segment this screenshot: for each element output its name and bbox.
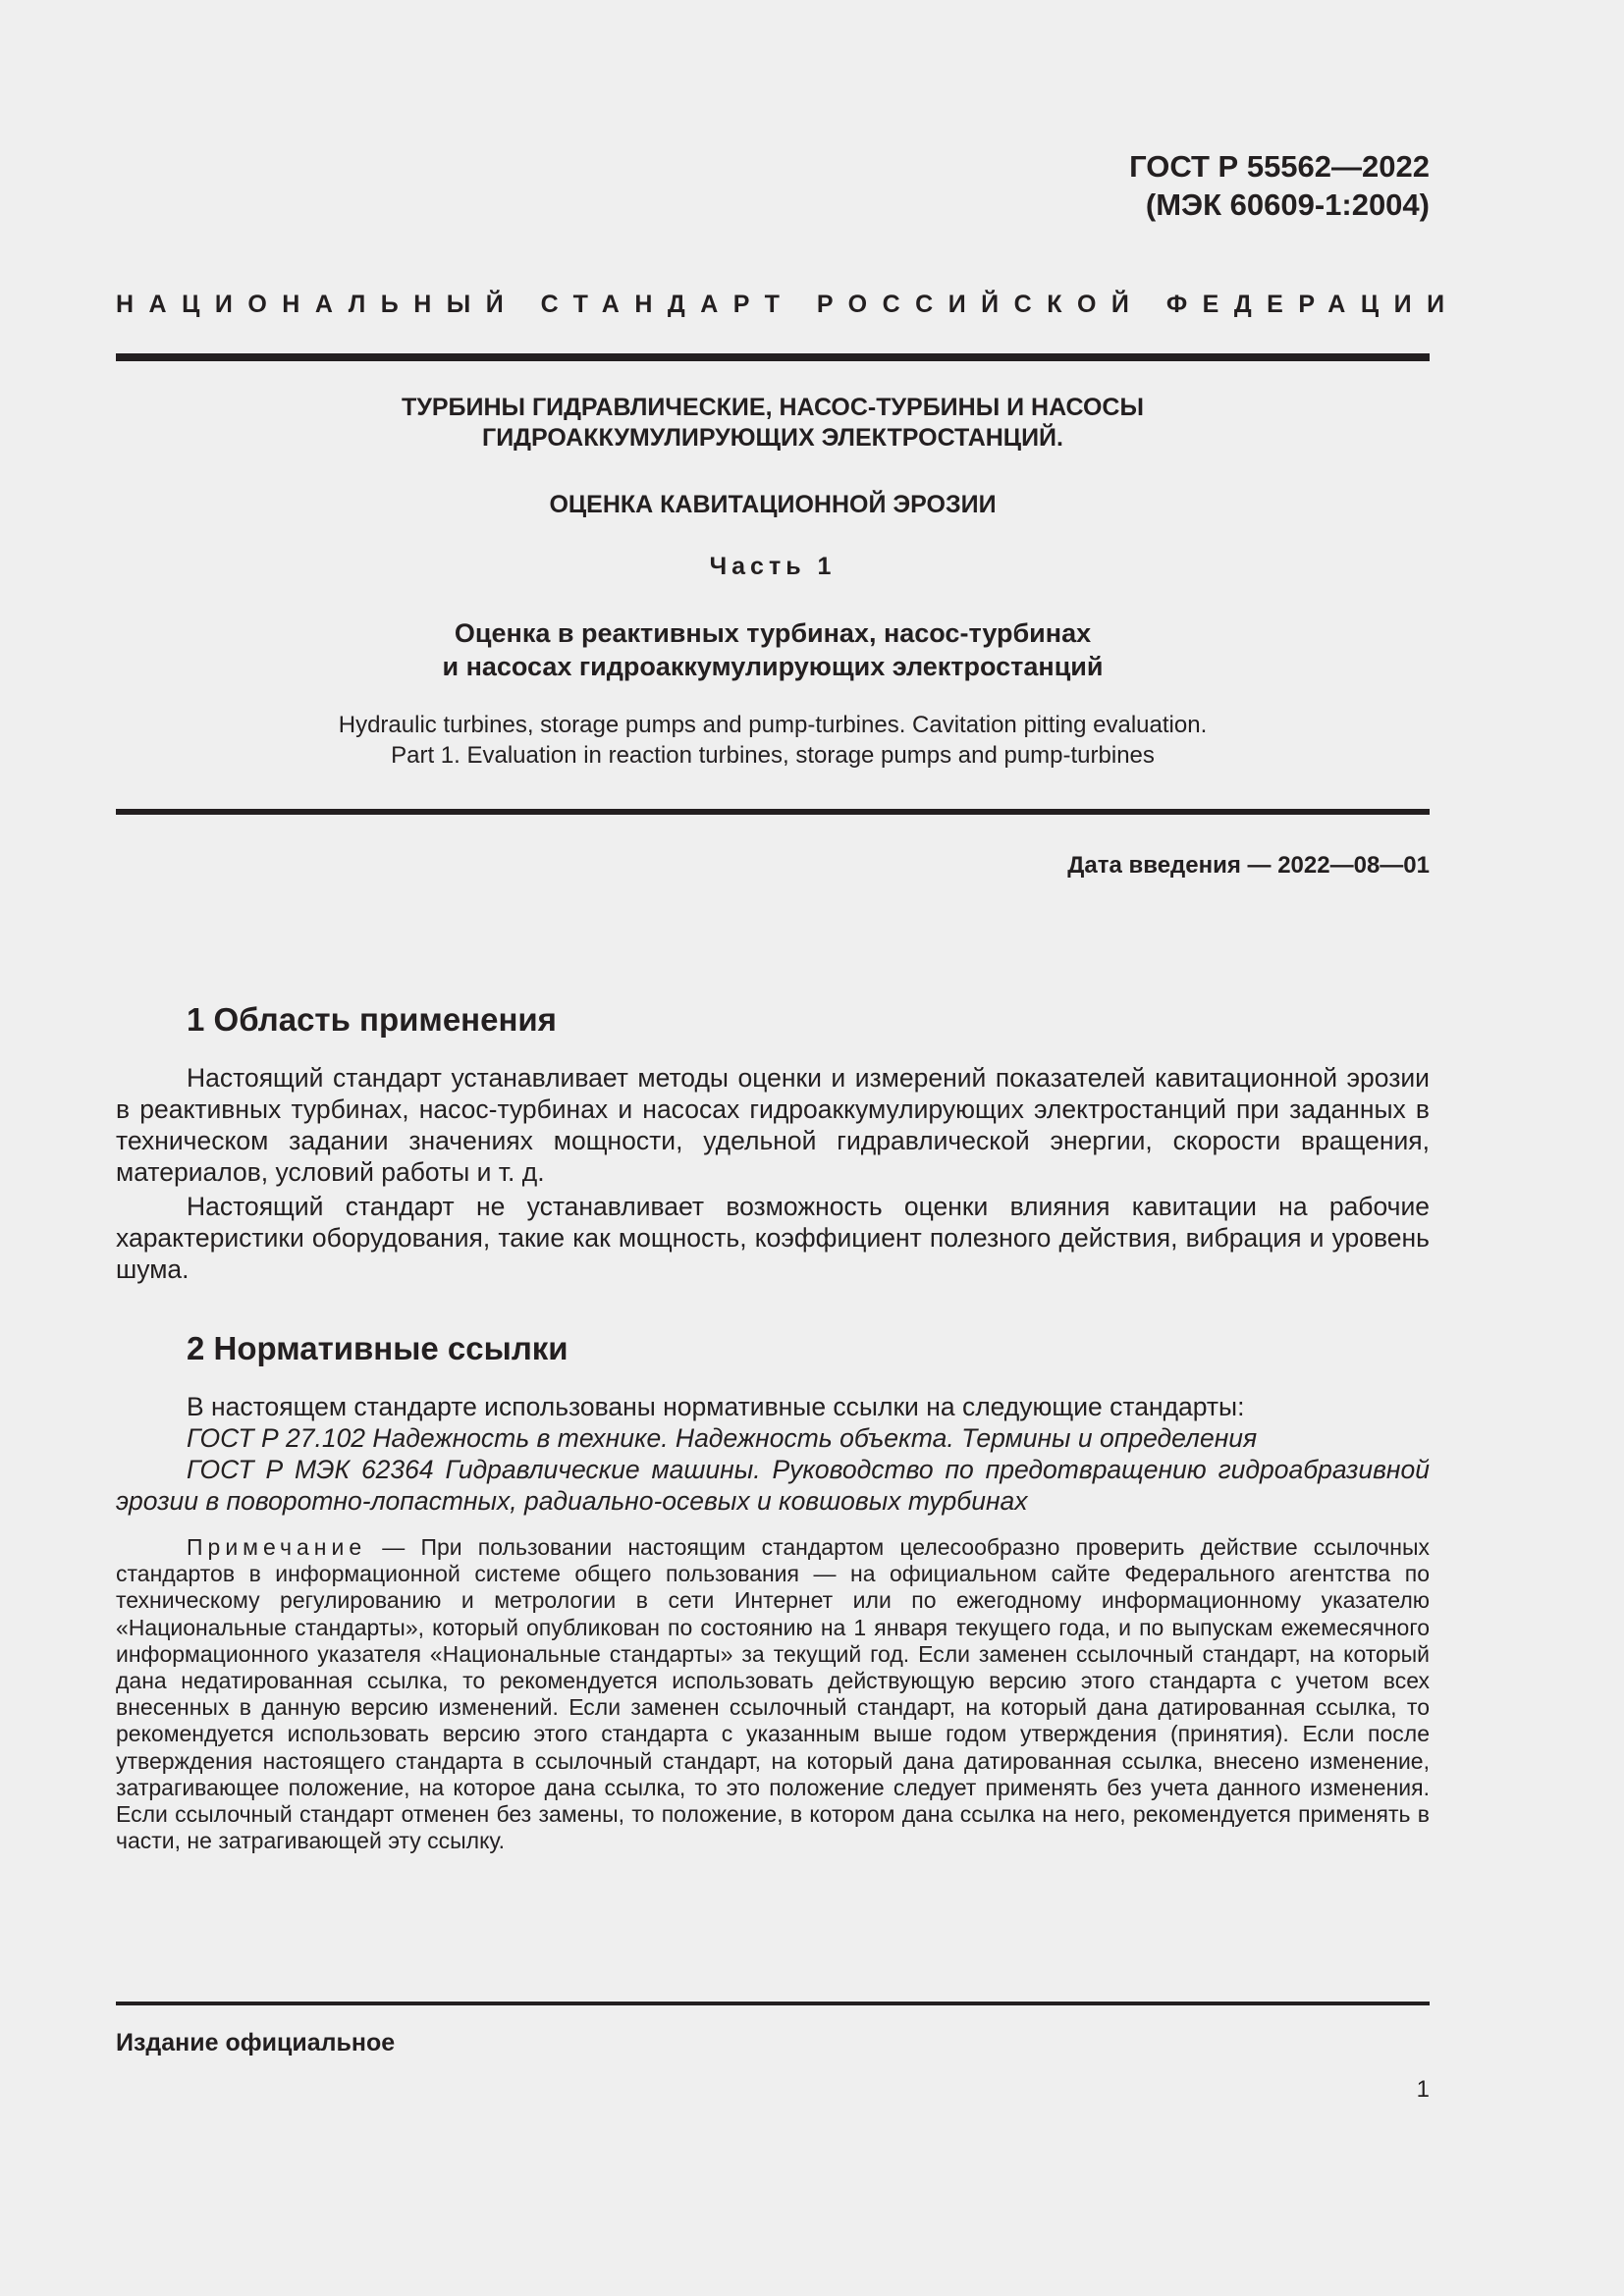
section-2-intro: В настоящем стандарте использованы нормативные ссылки на следующие стандарты: <box>187 1392 1245 1421</box>
part-title <box>116 616 1430 683</box>
document-page <box>116 0 1460 2296</box>
document-subtitle: ОЦЕНКА КАВИТАЦИОННОЙ ЭРОЗИИ <box>549 491 997 518</box>
footer-rule <box>116 2002 1430 2005</box>
document-title <box>116 393 1430 454</box>
english-title-line-1: Hydraulic turbines, storage pumps and pump-turbines. Cavitation pitting evaluation. <box>338 712 1208 738</box>
section-1-paragraph-2: Настоящий стандарт не устанавливает возможность оценки влияния кавитации на рабочие характеристики оборудования, такие как мощность, коэффициент полезного действия, вибрация и уровень шума. <box>116 1192 1430 1284</box>
part-label: Часть 1 <box>709 553 837 580</box>
national-standard-caption: НАЦИОНАЛЬНЫЙ СТАНДАРТ РОССИЙСКОЙ ФЕДЕРАЦИИ <box>116 291 1460 318</box>
section-2-heading: 2 Нормативные ссылки <box>187 1330 568 1366</box>
title-rule <box>116 809 1430 815</box>
title-line-1: ТУРБИНЫ ГИДРАВЛИЧЕСКИЕ, НАСОС-ТУРБИНЫ И НАСОСЫ <box>402 394 1144 421</box>
normative-reference-2: ГОСТ Р МЭК 62364 Гидравлические машины. Руководство по предотвращению гидроабразивной эрозии в поворотно-лопастных, радиально-осевых и ковшовых турбинах <box>116 1455 1430 1516</box>
standard-number: ГОСТ Р 55562—2022 <box>1129 149 1430 184</box>
edition-label: Издание официальное <box>116 2029 396 2056</box>
english-title <box>116 710 1430 771</box>
standard-designation <box>1129 147 1430 224</box>
note-paragraph <box>116 1534 1430 1854</box>
note-label: Примечание <box>187 1534 367 1560</box>
section-1-heading: 1 Область применения <box>187 1001 557 1038</box>
note-dash: — <box>366 1534 421 1560</box>
introduction-date: Дата введения — 2022—08—01 <box>1067 852 1430 879</box>
iec-equivalent: (МЭК 60609-1:2004) <box>1145 187 1430 222</box>
top-rule <box>116 353 1430 361</box>
note-text: При пользовании настоящим стандартом целесообразно проверить действие ссылочных стандартов в информационной системе общего пользования — на официальном сайте Федерального агентства по техническому регулированию и метрологии в сети Интернет или по ежегодному информационному указателю «Национальные стандарты», который опубликован по состоянию на 1 января текущего года, и по выпускам ежемесячного информационного указателя «Национальные стандарты» за текущий год. Если заменен ссылочный стандарт, на который дана недатированная ссылка, то рекомендуется использовать действующую версию этого стандарта с учетом всех внесенных в данную версию изменений. Если заменен ссылочный стандарт, на который дана датированная ссылка, то рекомендуется использовать версию этого стандарта с указанным выше годом утверждения (принятия). Если после утверждения настоящего стандарта в ссылочный стандарт, на который дана датированная ссылка, внесено изменение, затрагивающее положение, на которое дана ссылка, то это положение следует применять без учета данного изменения. Если ссылочный стандарт отменен без замены, то положение, в котором дана ссылка на него, рекомендуется применять в части, не затрагивающей эту ссылку. <box>116 1534 1431 1854</box>
english-title-line-2: Part 1. Evaluation in reaction turbines, storage pumps and pump-turbines <box>391 742 1155 769</box>
title-line-2: ГИДРОАККУМУЛИРУЮЩИХ ЭЛЕКТРОСТАНЦИЙ. <box>482 424 1063 452</box>
page-number: 1 <box>1416 2076 1430 2103</box>
normative-reference-1: ГОСТ Р 27.102 Надежность в технике. Надежность объекта. Термины и определения <box>187 1423 1258 1453</box>
part-title-line-2: и насосах гидроаккумулирующих электростанций <box>442 652 1104 681</box>
section-1-paragraph-1: Настоящий стандарт устанавливает методы оценки и измерений показателей кавитационной эрозии в реактивных турбинах, насос-турбинах и насосах гидроаккумулирующих электростанций при заданных в техническом задании значениях мощности, удельной гидравлической энергии, скорости вращения, материалов, условий работы и т. д. <box>116 1063 1430 1187</box>
part-title-line-1: Оценка в реактивных турбинах, насос-турбинах <box>454 618 1092 648</box>
